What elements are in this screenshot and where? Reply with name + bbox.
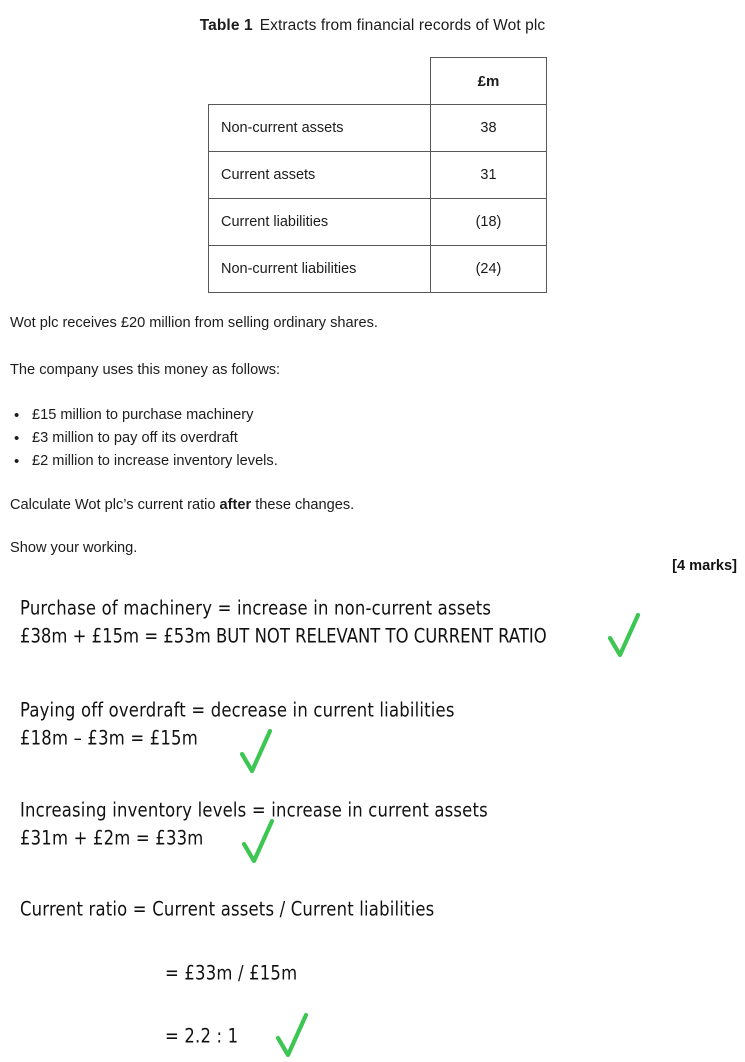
answer-line: Paying off overdraft = decrease in current liabilities bbox=[20, 700, 455, 722]
answer-line: Purchase of machinery = increase in non-current assets bbox=[20, 598, 492, 620]
answer-line: Increasing inventory levels = increase in current assets bbox=[20, 800, 488, 822]
table-row-value: 31 bbox=[431, 152, 547, 199]
calculate-emphasis-after: after bbox=[219, 497, 252, 513]
answer-line: Current ratio = Current assets / Current liabilities bbox=[20, 899, 435, 921]
bullet-icon: • bbox=[14, 430, 20, 447]
table-caption-text: Extracts from financial records of Wot plc bbox=[259, 17, 546, 34]
paragraph-uses-intro: The company uses this money as follows: bbox=[10, 362, 281, 378]
table-row-label: Current assets bbox=[209, 152, 431, 199]
green-tick-icon bbox=[239, 728, 273, 774]
table-unit-header-cell: £m bbox=[431, 58, 547, 105]
bullet-icon: • bbox=[14, 453, 20, 470]
paragraph-share-proceeds: Wot plc receives £20 million from selling ordinary shares. bbox=[10, 315, 378, 331]
list-item-label: £2 million to increase inventory levels. bbox=[32, 453, 278, 469]
table-row-label: Current liabilities bbox=[209, 199, 431, 246]
paragraph-show-working: Show your working. bbox=[10, 540, 138, 556]
answer-line: = £33m / £15m bbox=[165, 963, 298, 985]
marks-allocation: [4 marks] bbox=[672, 558, 737, 574]
calculate-text-before: Calculate Wot plc’s current ratio bbox=[10, 497, 220, 513]
table-row-label: Non-current assets bbox=[209, 105, 431, 152]
green-tick-icon bbox=[241, 818, 275, 864]
table-row-value: (18) bbox=[431, 199, 547, 246]
table-row-value: 38 bbox=[431, 105, 547, 152]
calculate-text-after: these changes. bbox=[251, 497, 355, 513]
list-item-label: £3 million to pay off its overdraft bbox=[32, 430, 238, 446]
table-row-label: Non-current liabilities bbox=[209, 246, 431, 293]
table-caption-label: Table 1 bbox=[199, 17, 253, 34]
answer-line: £31m + £2m = £33m bbox=[20, 828, 204, 850]
green-tick-icon bbox=[275, 1012, 309, 1058]
answer-line: £18m – £3m = £15m bbox=[20, 728, 198, 750]
list-item-label: £15 million to purchase machinery bbox=[32, 407, 254, 423]
table-row-value: (24) bbox=[431, 246, 547, 293]
answer-line: £38m + £15m = £53m BUT NOT RELEVANT TO CURRENT RATIO bbox=[20, 626, 547, 648]
bullet-icon: • bbox=[14, 407, 20, 424]
green-tick-icon bbox=[607, 612, 641, 658]
answer-line: = 2.2 : 1 bbox=[165, 1026, 239, 1048]
